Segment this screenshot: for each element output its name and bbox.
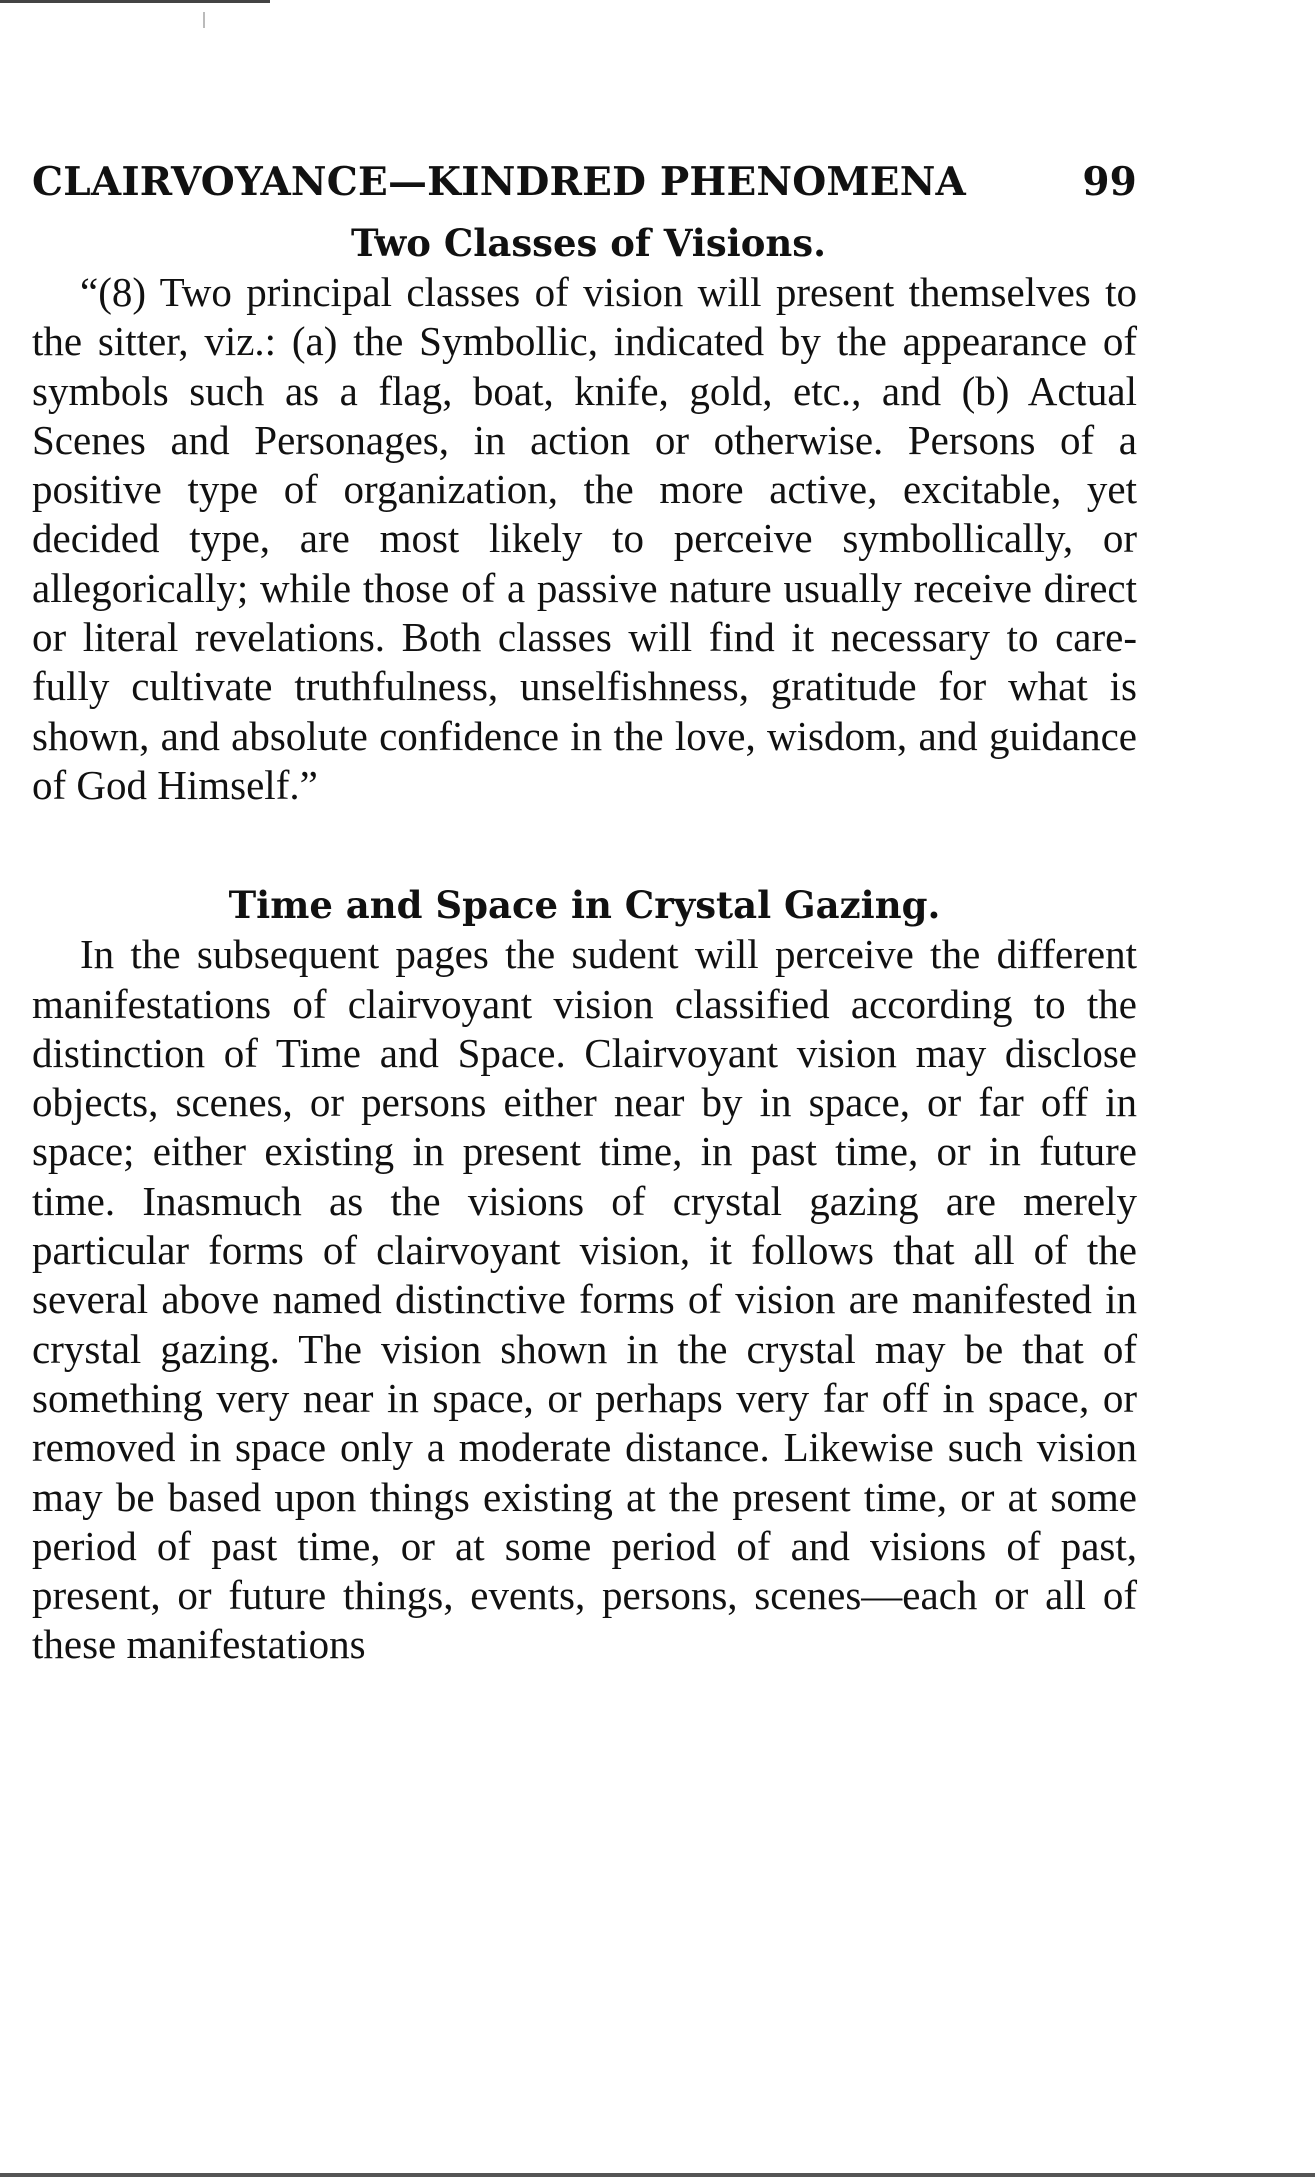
paragraph-two-classes: “(8) Two principal classes of vision will present themselves to the sitter, viz.: (a) the Symbollic, indicated by the appearance of symbols such as a flag, boat, knife, gold, etc., and (b) Actual Scenes and Personages, in action or otherwise. Persons of a positive type of organization, the more active, excitable, yet decided type, are most likely to perceive symbollically, or allegorically; while those of a passive nature usually receive direct or literal revelations. Both classes will find it necessary to carefully cultivate truthfulness, unselfishness, gratitude for what is shown, and absolute confidence in the love, wisdom, and guidance of God Himself.” bbox=[32, 269, 1137, 808]
running-head bbox=[32, 156, 1137, 208]
top-edge-rule bbox=[0, 0, 270, 3]
book-page bbox=[32, 156, 1137, 1670]
page-number: 99 bbox=[1082, 159, 1137, 205]
section-heading-two-classes: Two Classes of Visions. bbox=[350, 221, 827, 265]
top-edge-mark bbox=[203, 12, 205, 28]
section-heading-time-space: Time and Space in Crystal Gazing. bbox=[228, 883, 941, 928]
running-head-title: CLAIRVOYANCE—KINDRED PHENOMENA bbox=[32, 159, 967, 205]
bottom-edge-rule bbox=[0, 2173, 1315, 2177]
paragraph-time-space: In the subsequent pages the sudent will perceive the different manifestations of clairvoyant vision classified according to the distinction of Time and Space. Clairvoyant vision may disclose objects, scenes, or persons either near by in space, or far off in space; either existing in present time, in past time, or in future time. Inasmuch as the visions of crystal gazing are merely particular forms of clairvoyant vision, it follows that all of the several above named distinctive forms of vision are manifested in crystal gazing. The vision shown in the crystal may be that of something very near in space, or perhaps very far off in space, or removed in space only a moderate distance. Likewise such vision may be based upon things existing at the present time, or at some period of past time, or at some period of and visions of past, present, or future things, events, persons, scenes—each or all of these manifestations bbox=[32, 931, 1137, 1668]
